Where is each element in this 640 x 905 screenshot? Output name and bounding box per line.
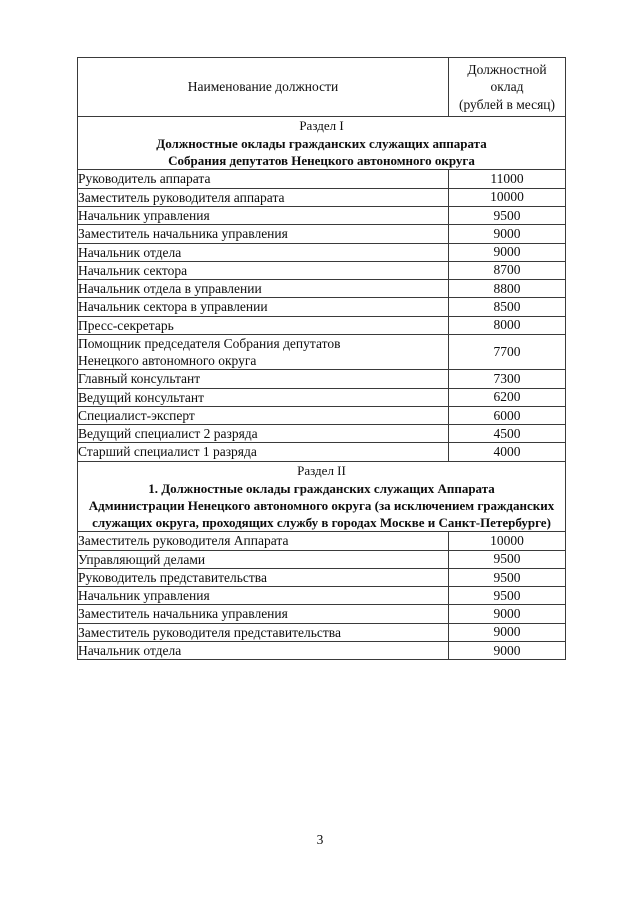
table-row bbox=[78, 188, 566, 206]
position-name bbox=[78, 298, 449, 316]
position-name bbox=[78, 261, 449, 279]
position-name bbox=[78, 406, 449, 424]
section-number-1: Раздел I bbox=[299, 118, 344, 133]
position-line: Пресс-секретарь bbox=[78, 317, 174, 333]
position-line: Начальник отдела bbox=[78, 642, 182, 658]
page-number: 3 bbox=[316, 832, 324, 847]
position-salary: 9000 bbox=[449, 243, 566, 261]
position-salary: 8700 bbox=[449, 261, 566, 279]
position-name bbox=[78, 443, 449, 461]
position-line: Старший специалист 1 разряда bbox=[78, 444, 257, 460]
position-line: Начальник управления bbox=[78, 208, 210, 223]
salary-table-body bbox=[78, 58, 566, 660]
position-name bbox=[78, 225, 449, 243]
table-row bbox=[78, 425, 566, 443]
position-name bbox=[78, 243, 449, 261]
position-salary: 9500 bbox=[449, 550, 566, 568]
position-name bbox=[78, 370, 449, 388]
position-salary: 7700 bbox=[449, 334, 566, 370]
column-header-salary-line2: оклад bbox=[490, 79, 524, 95]
position-salary: 7300 bbox=[449, 370, 566, 388]
position-name bbox=[78, 334, 449, 370]
table-row bbox=[78, 225, 566, 243]
position-salary: 8500 bbox=[449, 298, 566, 316]
table-row bbox=[78, 605, 566, 623]
position-name bbox=[78, 316, 449, 334]
section-heading-1 bbox=[78, 117, 566, 170]
position-name bbox=[78, 170, 449, 188]
column-header-position: Наименование должности bbox=[78, 58, 449, 117]
position-salary: 9000 bbox=[449, 225, 566, 243]
position-salary: 8000 bbox=[449, 316, 566, 334]
position-salary: 9000 bbox=[449, 641, 566, 659]
table-row bbox=[78, 587, 566, 605]
table-row bbox=[78, 334, 566, 370]
position-name bbox=[78, 623, 449, 641]
table-row bbox=[78, 388, 566, 406]
table-row bbox=[78, 568, 566, 586]
section-title-2-line-1: 1. Должностные оклады гражданских служащих Аппарата bbox=[148, 480, 495, 496]
table-row bbox=[78, 443, 566, 461]
column-header-salary bbox=[449, 58, 566, 117]
position-line: Главный консультант bbox=[78, 371, 201, 387]
position-line: Начальник управления bbox=[78, 588, 210, 604]
position-name bbox=[78, 207, 449, 225]
position-line: Заместитель руководителя представительства bbox=[78, 624, 341, 640]
table-row bbox=[78, 532, 566, 550]
position-line: Заместитель руководителя Аппарата bbox=[78, 533, 289, 549]
salary-table bbox=[77, 57, 566, 660]
position-line: Руководитель аппарата bbox=[78, 171, 211, 187]
position-salary: 6000 bbox=[449, 406, 566, 424]
position-salary: 9500 bbox=[449, 587, 566, 605]
table-row bbox=[78, 550, 566, 568]
position-line: Ведущий консультант bbox=[78, 389, 205, 405]
table-row bbox=[78, 370, 566, 388]
position-name bbox=[78, 605, 449, 623]
position-name bbox=[78, 188, 449, 206]
table-row bbox=[78, 406, 566, 424]
position-salary: 4500 bbox=[449, 425, 566, 443]
position-salary: 10000 bbox=[449, 532, 566, 550]
section-title-1-line-2: Собрания депутатов Ненецкого автономного округа bbox=[168, 153, 475, 169]
table-header-row bbox=[78, 58, 566, 117]
table-row bbox=[78, 170, 566, 188]
position-salary: 9000 bbox=[449, 605, 566, 623]
position-line: Помощник председателя Собрания депутатов bbox=[78, 335, 341, 351]
position-salary: 11000 bbox=[449, 170, 566, 188]
position-salary: 9000 bbox=[449, 623, 566, 641]
column-header-salary-line3: (рублей в месяц) bbox=[458, 96, 556, 112]
position-line: Начальник отдела в управлении bbox=[78, 281, 262, 297]
section-title-1-line-1: Должностные оклады гражданских служащих аппарата bbox=[156, 136, 487, 152]
table-row bbox=[78, 623, 566, 641]
position-line: Заместитель начальника управления bbox=[78, 226, 288, 242]
position-name bbox=[78, 425, 449, 443]
table-row bbox=[78, 261, 566, 279]
position-line: Руководитель представительства bbox=[78, 569, 267, 585]
table-row bbox=[78, 280, 566, 298]
column-header-salary-line1: Должностной bbox=[467, 61, 547, 77]
position-line: Управляющий делами bbox=[78, 551, 206, 567]
section-title-2-line-3: служащих округа, проходящих службу в городах Москве и Санкт-Петербурге) bbox=[92, 515, 551, 531]
position-line: Ненецкого автономного округа bbox=[78, 353, 257, 369]
position-line: Начальник сектора bbox=[78, 262, 188, 278]
section-heading-2 bbox=[78, 461, 566, 532]
position-line: Специалист-эксперт bbox=[78, 407, 195, 423]
table-row bbox=[78, 641, 566, 659]
position-salary: 6200 bbox=[449, 388, 566, 406]
position-name bbox=[78, 587, 449, 605]
position-salary: 9500 bbox=[449, 207, 566, 225]
position-name bbox=[78, 641, 449, 659]
position-line: Начальник отдела bbox=[78, 244, 182, 260]
position-line: Ведущий специалист 2 разряда bbox=[78, 426, 258, 442]
position-line: Начальник сектора в управлении bbox=[78, 299, 268, 315]
position-salary: 8800 bbox=[449, 280, 566, 298]
position-salary: 9500 bbox=[449, 568, 566, 586]
table-row bbox=[78, 243, 566, 261]
table-row bbox=[78, 316, 566, 334]
position-salary: 10000 bbox=[449, 188, 566, 206]
position-name bbox=[78, 280, 449, 298]
table-row bbox=[78, 298, 566, 316]
section-heading-row-2 bbox=[78, 461, 566, 532]
position-name bbox=[78, 568, 449, 586]
position-line: Заместитель начальника управления bbox=[78, 606, 288, 622]
section-title-2-line-2: Администрации Ненецкого автономного округа (за исключением гражданских bbox=[88, 498, 555, 514]
position-salary: 4000 bbox=[449, 443, 566, 461]
table-row bbox=[78, 207, 566, 225]
position-name bbox=[78, 388, 449, 406]
position-name bbox=[78, 550, 449, 568]
position-line: Заместитель руководителя аппарата bbox=[78, 189, 285, 205]
section-number-2: Раздел II bbox=[297, 462, 346, 478]
position-name bbox=[78, 532, 449, 550]
section-heading-row-1 bbox=[78, 117, 566, 170]
